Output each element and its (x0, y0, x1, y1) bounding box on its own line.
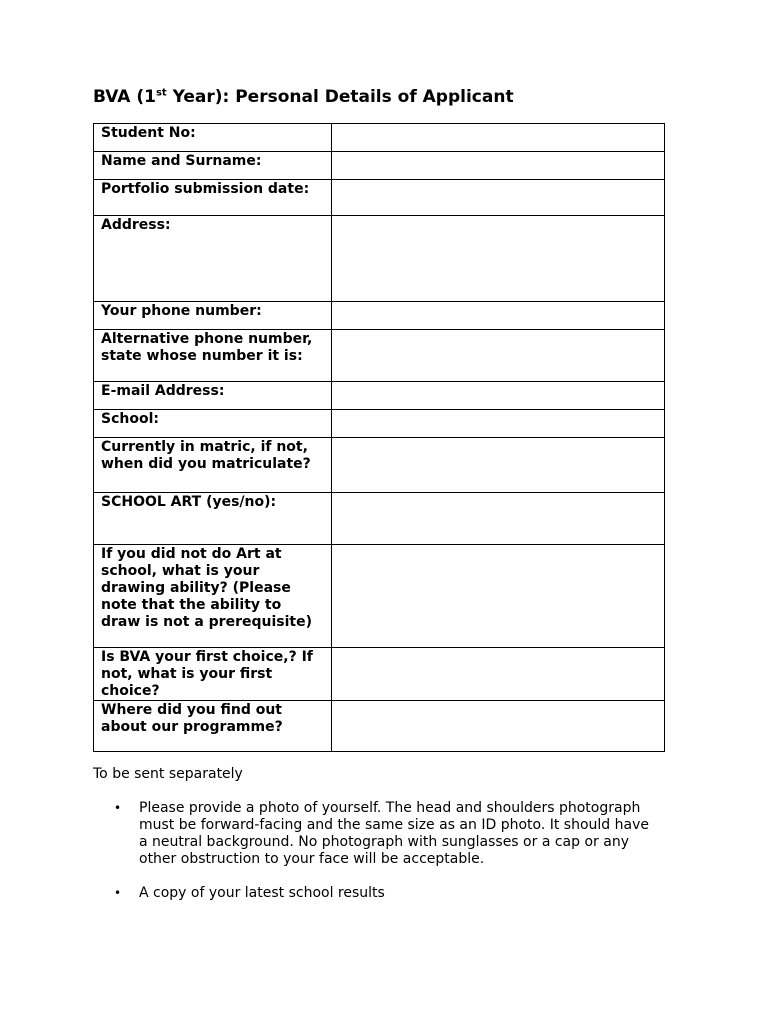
name-surname-field[interactable] (332, 152, 665, 180)
field-label: Portfolio submission date: (94, 180, 332, 216)
school-field[interactable] (332, 410, 665, 438)
field-label: Alternative phone number, state whose number it is: (94, 330, 332, 382)
field-label: School: (94, 410, 332, 438)
field-label: Address: (94, 216, 332, 302)
table-row (94, 493, 665, 545)
alternative-phone-field[interactable] (332, 330, 665, 382)
section-heading: To be sent separately (93, 766, 243, 782)
list-item-text: Please provide a photo of yourself. The head and shoulders photograph must be forward-facing and the same size as an ID photo. It should have a neutral background. No photograph with sunglasses or a cap or any other obstruction to your face will be acceptable. (139, 800, 649, 867)
table-row (94, 701, 665, 752)
field-label: Student No: (94, 124, 332, 152)
field-label: SCHOOL ART (yes/no): (94, 493, 332, 545)
requirements-list (93, 800, 653, 919)
bullet-icon: • (114, 886, 122, 900)
table-row (94, 410, 665, 438)
table-row (94, 216, 665, 302)
field-label: Your phone number: (94, 302, 332, 330)
portfolio-date-field[interactable] (332, 180, 665, 216)
field-label: Where did you find out about our programme? (94, 701, 332, 752)
title-suffix: Year): Personal Details of Applicant (166, 87, 514, 107)
school-art-field[interactable] (332, 493, 665, 545)
first-choice-field[interactable] (332, 648, 665, 701)
table-row (94, 180, 665, 216)
programme-source-field[interactable] (332, 701, 665, 752)
field-label: Currently in matric, if not, when did you matriculate? (94, 438, 332, 493)
matric-field[interactable] (332, 438, 665, 493)
table-row (94, 438, 665, 493)
list-item (93, 885, 653, 902)
bullet-icon: • (114, 801, 122, 815)
table-row (94, 545, 665, 648)
drawing-ability-field[interactable] (332, 545, 665, 648)
title-prefix: BVA (1 (93, 87, 156, 107)
field-label: Is BVA your first choice,? If not, what is your first choice? (94, 648, 332, 701)
applicant-details-table (93, 123, 665, 752)
student-no-field[interactable] (332, 124, 665, 152)
list-item (93, 800, 653, 868)
page-title (93, 86, 514, 108)
list-item-text: A copy of your latest school results (139, 885, 385, 901)
title-superscript: st (155, 87, 167, 99)
table-row (94, 302, 665, 330)
phone-number-field[interactable] (332, 302, 665, 330)
field-label: If you did not do Art at school, what is your drawing ability? (Please note that the ability to draw is not a prerequisite) (94, 545, 332, 648)
field-label: Name and Surname: (94, 152, 332, 180)
table-row (94, 330, 665, 382)
table-row (94, 152, 665, 180)
table-row (94, 648, 665, 701)
field-label: E-mail Address: (94, 382, 332, 410)
email-field[interactable] (332, 382, 665, 410)
table-row (94, 124, 665, 152)
address-field[interactable] (332, 216, 665, 302)
table-row (94, 382, 665, 410)
